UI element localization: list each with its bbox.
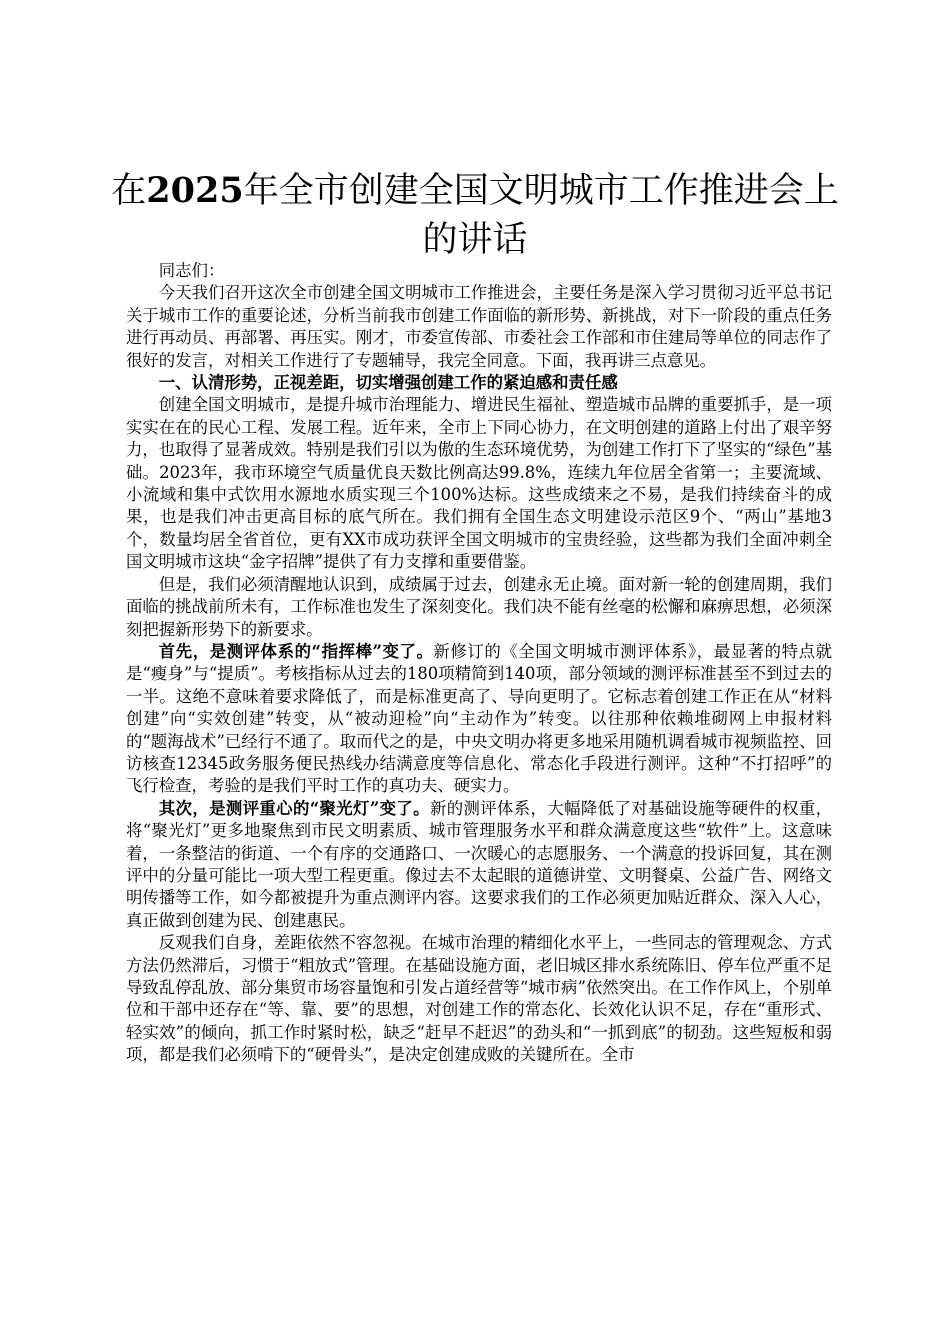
paragraph-challenges: 但是，我们必须清醒地认识到，成绩属于过去，创建永无止境。面对新一轮的创建周期，我们面临的挑战前所未有，工作标准也发生了深刻变化。我们决不能有丝毫的松懈和麻痹思想，必须深刻把握新形势下的新要求。 <box>126 574 832 639</box>
title-suffix: 年全市创建全国文明城市工作推进会上的讲话 <box>243 171 839 260</box>
paragraph-intro: 今天我们召开这次全市创建全国文明城市工作推进会，主要任务是深入学习贯彻习近平总书记关于城市工作的重要论述，分析当前我市创建工作面临的新形势、新挑战，对下一阶段的重点任务进行再动员、再部署、再压实。刚才，市委宣传部、市委社会工作部和市住建局等单位的同志作了很好的发言，对相关工作进行了专题辅导，我完全同意。下面，我再讲三点意见。 <box>126 283 832 370</box>
paragraph-lead-first: 首先，是测评体系的“指挥棒”变了。 <box>158 641 434 661</box>
paragraph-first-change <box>126 641 832 798</box>
title-year: 2025 <box>146 170 244 211</box>
paragraph-second-change <box>126 798 832 932</box>
salutation: 同志们： <box>158 261 225 280</box>
paragraph-gaps: 反观我们自身，差距依然不容忽视。在城市治理的精细化水平上，一些同志的管理观念、方式方法仍然滞后，习惯于“粗放式”管理。在基础设施方面，老旧城区排水系统陈旧、停车位严重不足导致乱停乱放、部分集贸市场容量饱和引发占道经营等“城市病”依然突出。在工作作风上，个别单位和干部中还存在“等、靠、要”的思想，对创建工作的常态化、长效化认识不足，存在“重形式、轻实效”的倾向，抓工作时紧时松，缺乏“赶早不赶迟”的劲头和“一抓到底”的韧劲。这些短板和弱项，都是我们必须啃下的“硬骨头”，是决定创建成败的关键所在。全市 <box>126 933 832 1065</box>
document-title <box>100 166 850 265</box>
section-heading-1: 一、认清形势，正视差距，切实增强创建工作的紧迫感和责任感 <box>158 373 618 393</box>
paragraph-body-second: 新的测评体系，大幅降低了对基础设施等硬件的权重，将“聚光灯”更多地聚焦到市民文明素质、城市管理服务水平和群众满意度这些“软件”上。这意味着，一条整洁的街道、一个有序的交通路口、一次暖心的志愿服务、一个满意的投诉回复，其在测评中的分量可能比一项大型工程更重。像过去不太起眼的道德讲堂、文明餐桌、公益广告、网络文明传播等工作，如今都被提升为重点测评内容。这要求我们的工作必须更加贴近群众、深入人心，真正做到创建为民、创建惠民。 <box>126 798 832 930</box>
paragraph-lead-second: 其次，是测评重心的“聚光灯”变了。 <box>158 798 430 818</box>
paragraph-achievements: 创建全国文明城市，是提升城市治理能力、增进民生福祉、塑造城市品牌的重要抓手，是一项实实在在的民心工程、发展工程。近年来，全市上下同心协力，在文明创建的道路上付出了艰辛努力，也取得了显著成效。特别是我们引以为傲的生态环境优势，为创建工作打下了坚实的“绿色”基础。2023年，我市环境空气质量优良天数比例高达99.8%，连续九年位居全省第一；主要流域、小流域和集中式饮用水源地水质实现三个100%达标。这些成绩来之不易，是我们持续奋斗的成果，也是我们冲击更高目标的底气所在。我们拥有全国生态文明建设示范区9个、“两山”基地3个，数量均居全省首位，更有XX市成功获评全国文明城市的宝贵经验，这些都为我们全面冲刺全国文明城市这块“金字招牌”提供了有力支撑和重要借鉴。 <box>126 395 832 572</box>
paragraph-body-first: 新修订的《全国文明城市测评体系》，最显著的特点就是“瘦身”与“提质”。考核指标从过去的180项精简到140项，部分领域的测评标准甚至不到过去的一半。这绝不意味着要求降低了，而是标准更高了、导向更明了。它标志着创建工作正在从“材料创建”向“实效创建”转变，从“被动迎检”向“主动作为”转变。以往那种依赖堆砌网上申报材料的“题海战术”已经行不通了。取而代之的是，中央文明办将更多地采用随机调看城市视频监控、回访核查12345政务服务便民热线办结满意度等信息化、常态化手段进行测评。这种“不打招呼”的飞行检查，考验的是我们平时工作的真功夫、硬实力。 <box>126 641 832 796</box>
document-body <box>126 260 832 1067</box>
title-prefix: 在 <box>111 171 147 211</box>
